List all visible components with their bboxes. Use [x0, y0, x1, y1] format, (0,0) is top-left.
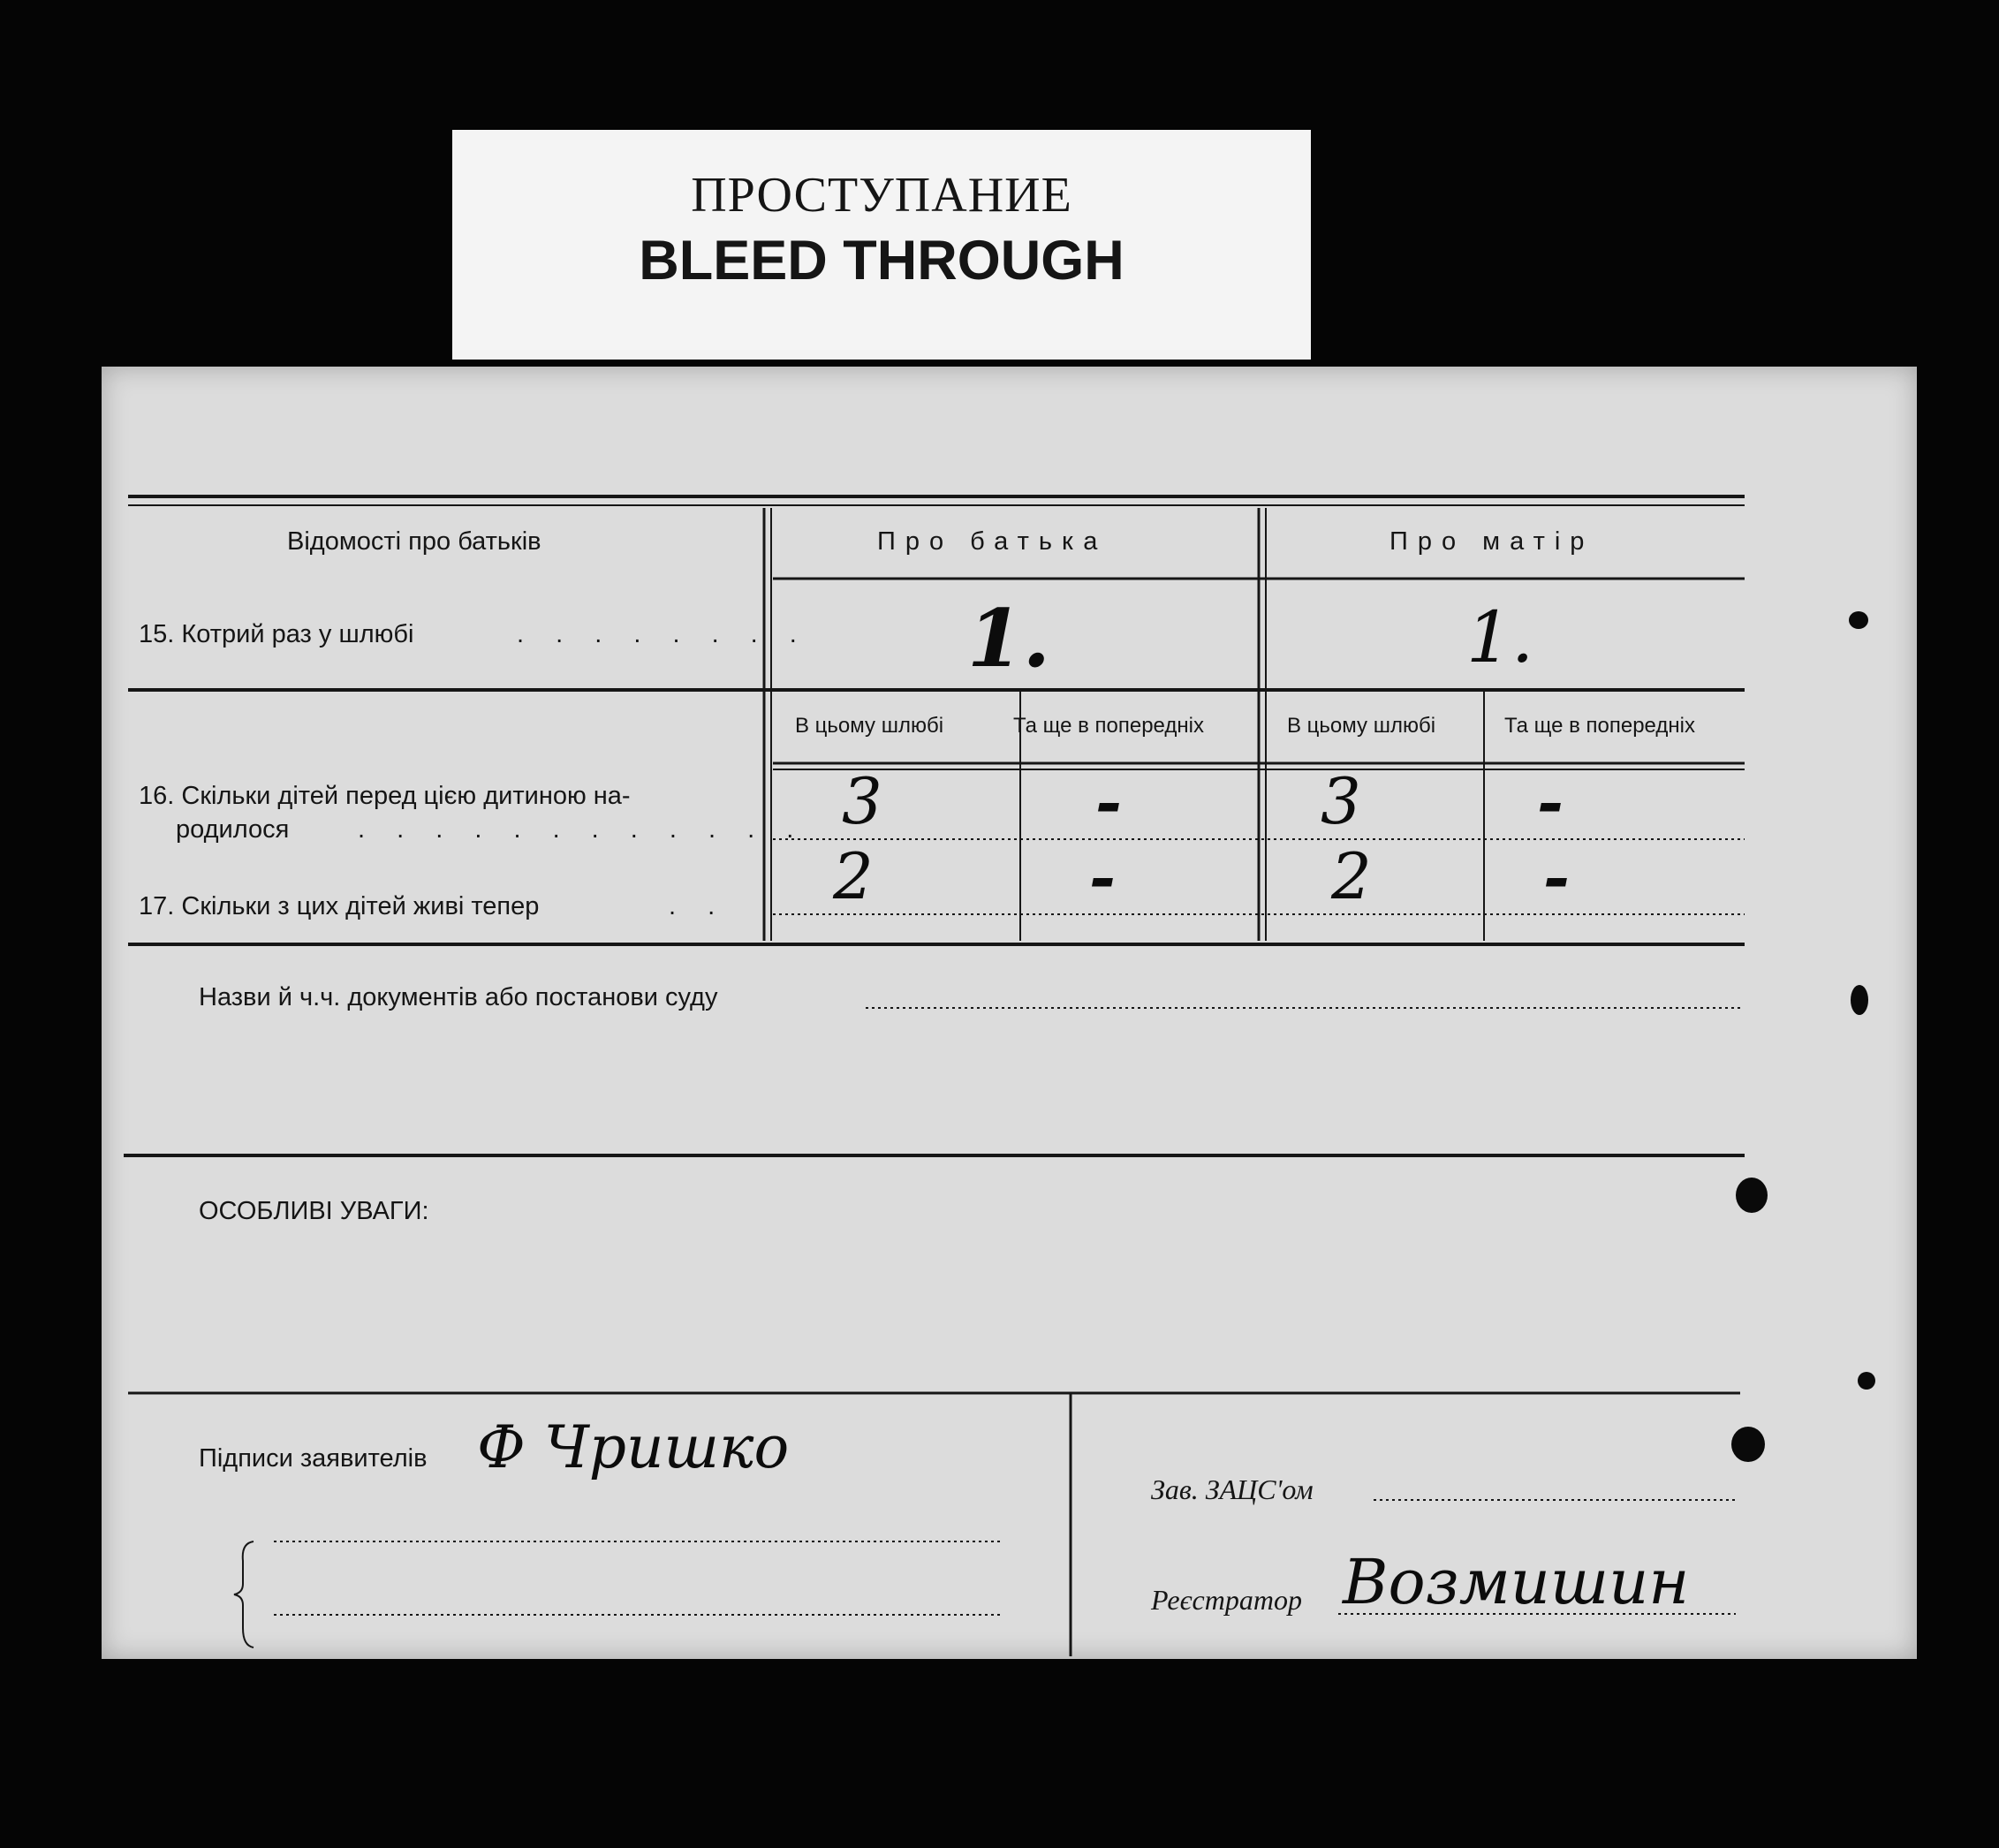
q17-father-this-value: 2: [833, 839, 874, 913]
father-column-header: Про батька: [877, 527, 1108, 556]
punch-hole: [1858, 1372, 1875, 1390]
q16-father-this-value: 3: [842, 764, 882, 838]
bleed-through-label: [452, 130, 1311, 360]
punch-hole: [1731, 1427, 1765, 1462]
q16-mother-prev-value: -: [1537, 764, 1564, 839]
leader-dots: . . . . . . . . . . . .: [358, 815, 806, 844]
punch-hole: [1851, 985, 1868, 1015]
label-ru: ПРОСТУПАНИЕ: [691, 168, 1072, 223]
documents-label: Назви й ч.ч. документів або постанови суду: [199, 983, 718, 1011]
applicant-signature: Ф Чришко: [477, 1413, 790, 1481]
registrar-label: Реєстратор: [1151, 1584, 1302, 1616]
q16-father-prev-value: -: [1095, 764, 1122, 839]
leader-dots: . . . . . . . .: [517, 620, 809, 648]
punch-hole: [1736, 1178, 1768, 1213]
mother-column-header: Про матір: [1389, 527, 1594, 556]
label-en: BLEED THROUGH: [639, 230, 1124, 292]
question-15: 15. Котрий раз у шлюбі: [139, 620, 414, 648]
subheader-mother-previous: Та ще в попередніх: [1504, 714, 1695, 738]
registrar-signature: Возмишин: [1343, 1546, 1690, 1618]
subheader-father-this-marriage: В цьому шлюбі: [795, 714, 944, 738]
q17-mother-prev-value: -: [1543, 839, 1570, 914]
zags-head-label: Зав. ЗАЦС'ом: [1151, 1473, 1314, 1505]
registration-form: [102, 367, 1917, 1659]
applicants-signature-label: Підписи заявителів: [199, 1444, 428, 1473]
q16-mother-this-value: 3: [1321, 764, 1361, 838]
mother-marriage-count: 1.: [1466, 596, 1534, 678]
father-marriage-count: 1.: [967, 592, 1050, 685]
q17-father-prev-value: -: [1089, 839, 1116, 914]
subheader-mother-this-marriage: В цьому шлюбі: [1287, 714, 1436, 738]
question-16-line1: 16. Скільки дітей перед цією дитиною на-: [139, 782, 631, 810]
special-notes-label: ОСОБЛИВІ УВАГИ:: [199, 1197, 429, 1225]
subheader-father-previous: Та ще в попередніх: [1013, 714, 1204, 738]
question-16-line2: родилося: [176, 815, 290, 844]
leader-dots: . .: [669, 892, 728, 920]
q17-mother-this-value: 2: [1331, 839, 1372, 913]
parents-info-header: Відомості про батьків: [287, 527, 541, 556]
punch-hole: [1849, 611, 1868, 629]
question-17: 17. Скільки з цих дітей живі тепер: [139, 892, 540, 920]
